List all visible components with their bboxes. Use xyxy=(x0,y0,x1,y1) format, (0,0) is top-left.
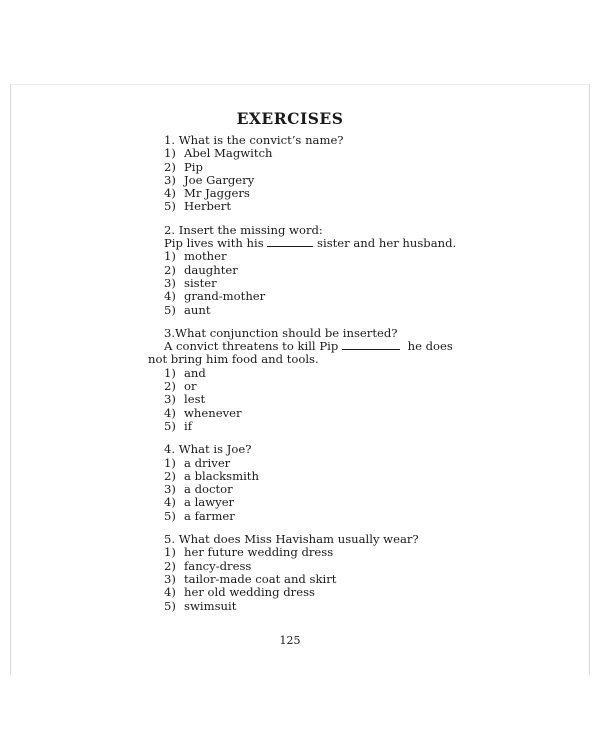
option-number: 3) xyxy=(164,172,176,187)
option-text: mother xyxy=(184,249,227,264)
option-number: 4) xyxy=(164,186,176,201)
answer-option xyxy=(164,187,454,200)
option-number: 2) xyxy=(164,558,176,573)
answer-option xyxy=(164,470,454,483)
question-1-prompt: 1. What is the convict’s name? xyxy=(164,133,344,147)
answer-option xyxy=(164,264,454,277)
question-5-options xyxy=(164,546,454,612)
answer-blank xyxy=(267,237,313,247)
answer-option xyxy=(164,586,454,599)
option-text: sister xyxy=(184,275,217,290)
option-number: 1) xyxy=(164,545,176,560)
question-5-prompt: 5. What does Miss Havisham usually wear? xyxy=(164,532,419,547)
answer-blank xyxy=(342,340,400,350)
question-3 xyxy=(148,325,454,433)
page-title: EXERCISES xyxy=(236,109,344,128)
option-number: 5) xyxy=(164,302,176,317)
question-5 xyxy=(164,533,454,613)
option-number: 5) xyxy=(164,418,176,433)
answer-option xyxy=(164,161,454,174)
option-number: 1) xyxy=(164,249,176,264)
option-text: fancy-dress xyxy=(184,558,252,573)
option-number: 3) xyxy=(164,482,176,497)
answer-option xyxy=(164,174,454,187)
question-2-options xyxy=(164,250,454,316)
option-text: swimsuit xyxy=(184,598,237,613)
option-text: Herbert xyxy=(184,199,231,214)
option-text: Pip xyxy=(184,159,203,174)
option-text: a driver xyxy=(184,455,231,470)
option-number: 4) xyxy=(164,289,176,304)
answer-option xyxy=(164,457,454,470)
option-number: 1) xyxy=(164,146,176,161)
option-number: 5) xyxy=(164,508,176,523)
answer-option xyxy=(164,407,454,420)
option-text: her old wedding dress xyxy=(184,585,315,600)
option-number: 2) xyxy=(164,379,176,394)
option-text: daughter xyxy=(184,262,238,277)
option-number: 1) xyxy=(164,455,176,470)
option-text: and xyxy=(184,365,206,380)
option-number: 4) xyxy=(164,495,176,510)
exercises-list xyxy=(148,133,457,623)
option-text: a farmer xyxy=(184,508,235,523)
sentence-before: Pip lives with his xyxy=(164,236,264,251)
option-number: 3) xyxy=(164,392,176,407)
option-number: 4) xyxy=(164,585,176,600)
answer-option xyxy=(164,147,454,160)
option-text: her future wedding dress xyxy=(184,545,334,560)
option-number: 3) xyxy=(164,571,176,586)
answer-option xyxy=(164,380,454,393)
option-text: tailor-made coat and skirt xyxy=(184,571,337,586)
option-text: if xyxy=(184,418,192,433)
sentence-after: sister and her husband. xyxy=(317,236,457,251)
answer-option xyxy=(164,573,454,586)
answer-option xyxy=(164,393,454,406)
option-number: 3) xyxy=(164,275,176,290)
option-number: 1) xyxy=(164,365,176,380)
question-4-options xyxy=(164,457,454,523)
option-number: 2) xyxy=(164,159,176,174)
answer-option xyxy=(164,600,454,613)
question-3-options xyxy=(164,367,454,433)
option-text: Joe Gargery xyxy=(184,172,255,187)
question-2-sentence xyxy=(164,236,457,251)
option-number: 5) xyxy=(164,598,176,613)
option-text: a blacksmith xyxy=(184,468,259,483)
option-text: a doctor xyxy=(184,482,233,497)
question-1 xyxy=(164,134,454,214)
question-2 xyxy=(164,222,457,317)
answer-option xyxy=(164,496,454,509)
question-3-prompt: 3.What conjunction should be inserted? xyxy=(164,325,398,340)
option-text: aunt xyxy=(184,302,211,317)
sentence-after: he does xyxy=(407,339,453,354)
answer-option xyxy=(164,304,454,317)
answer-option xyxy=(164,510,454,523)
option-text: Abel Magwitch xyxy=(184,146,273,161)
answer-option xyxy=(164,420,454,433)
option-number: 5) xyxy=(164,199,176,214)
question-4 xyxy=(164,443,454,523)
answer-option xyxy=(164,560,454,573)
page-number: 125 xyxy=(279,634,301,647)
option-text: whenever xyxy=(184,405,242,420)
option-text: Mr Jaggers xyxy=(184,186,250,201)
option-text: or xyxy=(184,379,197,394)
question-4-prompt: 4. What is Joe? xyxy=(164,442,252,457)
answer-option xyxy=(164,546,454,559)
answer-option xyxy=(164,200,454,213)
answer-option xyxy=(164,367,454,380)
option-text: lest xyxy=(184,392,206,407)
question-3-sentence xyxy=(164,340,454,353)
answer-option xyxy=(164,250,454,263)
answer-option xyxy=(164,483,454,496)
question-1-options xyxy=(164,147,454,213)
option-number: 2) xyxy=(164,262,176,277)
question-2-prompt: 2. Insert the missing word: xyxy=(164,222,323,237)
option-text: grand-mother xyxy=(184,289,266,304)
option-text: a lawyer xyxy=(184,495,235,510)
question-3-sentence-continuation: not bring him food and tools. xyxy=(148,352,319,367)
answer-option xyxy=(164,290,454,303)
sentence-before: A convict threatens to kill Pip xyxy=(164,339,339,354)
option-number: 2) xyxy=(164,468,176,483)
answer-option xyxy=(164,277,454,290)
option-number: 4) xyxy=(164,405,176,420)
